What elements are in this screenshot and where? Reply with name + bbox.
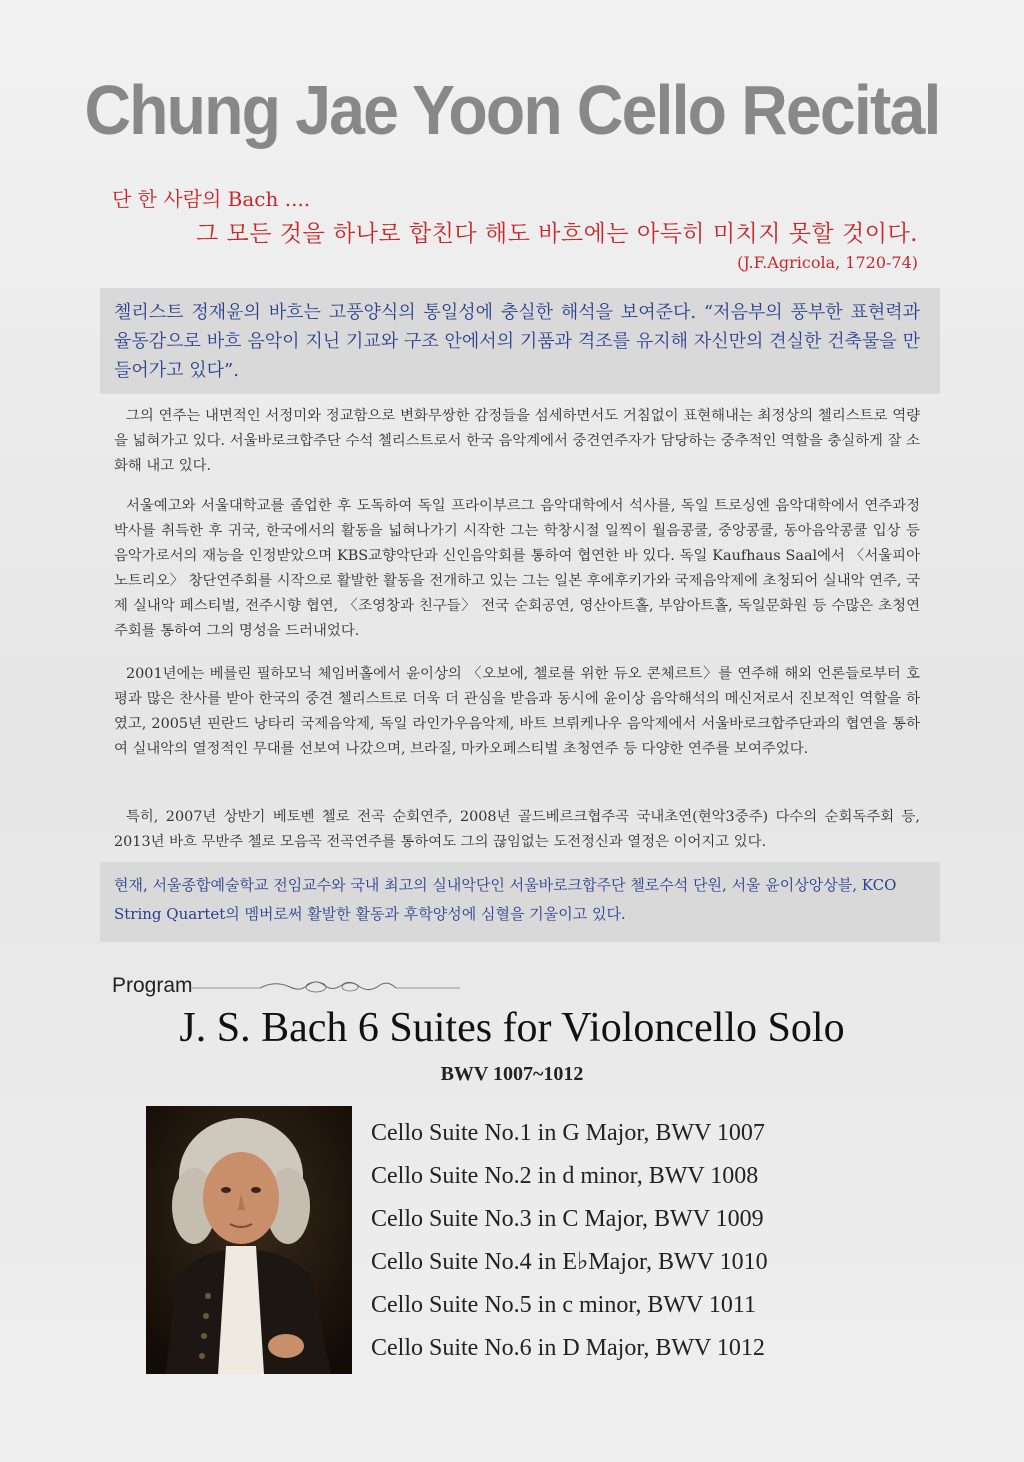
program-label: Program xyxy=(112,974,193,997)
program-bwv-range: BWV 1007~1012 xyxy=(440,1063,584,1085)
suite-item: Cello Suite No.1 in G Major, BWV 1007 xyxy=(371,1120,765,1146)
quote-source: (J.F.Agricola, 1720-74) xyxy=(737,253,918,272)
quote-line-1: 단 한 사람의 Bach .... xyxy=(112,187,311,211)
highlight-box-intro xyxy=(100,288,940,394)
suite-item: Cello Suite No.3 in C Major, BWV 1009 xyxy=(371,1206,764,1232)
bio-paragraph-4: 특히, 2007년 상반기 베토벤 첼로 전곡 순회연주, 2008년 골드베르크협주곡 국내초연(현악3중주) 다수의 순회독주회 등, 2013년 바흐 무반주 첼로 모음곡 전곡연주를 통하여도 그의 끊임없는 도전정신과 열정은 이어지고 있다. xyxy=(114,809,920,850)
suite-list xyxy=(371,1116,768,1374)
flourish-divider-icon xyxy=(190,975,460,999)
suite-item: Cello Suite No.4 in E♭Major, BWV 1010 xyxy=(371,1249,768,1275)
bach-portrait-image xyxy=(146,1106,352,1374)
suite-item: Cello Suite No.6 in D Major, BWV 1012 xyxy=(371,1335,765,1361)
suite-item: Cello Suite No.2 in d minor, BWV 1008 xyxy=(371,1163,759,1189)
bio-paragraph-1: 그의 연주는 내면적인 서정미와 정교함으로 변화무쌍한 감정들을 섬세하면서도 거침없이 표현해내는 최정상의 첼리스트로 역량을 넓혀가고 있다. 서울바로크합주단 수석 첼리스트로서 한국 음악계에서 중견연주자가 담당하는 중추적인 역할을 충실하게 잘 소화해 내고 있다. xyxy=(114,408,920,474)
page-title: Chung Jae Yoon Cello Recital xyxy=(84,71,940,149)
quote-line-2: 그 모든 것을 하나로 합친다 해도 바흐에는 아득히 미치지 못할 것이다. xyxy=(195,221,918,247)
highlight-text-current: 현재, 서울종합예술학교 전임교수와 국내 최고의 실내악단인 서울바로크합주단 첼로수석 단원, 서울 윤이상앙상블, KCO String Quartet의 멤버로써 활발한 활동과 후학양성에 심혈을 기울이고 있다. xyxy=(114,876,897,923)
highlight-text-intro: 첼리스트 정재윤의 바흐는 고풍양식의 통일성에 충실한 해석을 보여준다. “저음부의 풍부한 표현력과 율동감으로 바흐 음악이 지닌 기교와 구조 안에서의 기품과 격조를 유지해 자신만의 견실한 건축물을 만들어가고 있다”. xyxy=(114,302,920,381)
suite-item: Cello Suite No.5 in c minor, BWV 1011 xyxy=(371,1292,757,1318)
bio-paragraph-2: 서울예고와 서울대학교를 졸업한 후 도독하여 독일 프라이부르그 음악대학에서 석사를, 독일 트로싱엔 음악대학에서 연주과정 박사를 취득한 후 귀국, 한국에서의 활동을 넓혀나가기 시작한 그는 학창시절 일찍이 월음콩쿨, 중앙콩쿨, 동아음악콩쿨 입상 등 음악가로서의 재능을 인정받았으며 KBS교향악단과 신인음악회를 통하여 협연한 바 있다. 독일 Kaufhaus Saal에서 〈서울피아노트리오〉 창단연주회를 시작으로 활발한 활동을 전개하고 있는 그는 일본 후에후키가와 국제음악제에 초청되어 실내악 연주, 국제 실내악 페스티벌, 전주시향 협연, 〈조영창과 친구들〉 전국 순회공연, 영산아트홀, 부암아트홀, 독일문화원 등 수많은 초청연주회를 통하여 그의 명성을 드러내었다. xyxy=(114,498,920,639)
bio-paragraph-3: 2001년에는 베를린 필하모닉 체임버홀에서 윤이상의 〈오보에, 첼로를 위한 듀오 콘체르트〉를 연주해 해외 언론들로부터 호평과 많은 찬사를 받아 한국의 중견 첼리스트로 더욱 더 관심을 받음과 동시에 윤이상 음악해석의 메신저로서 진보적인 역할을 하였고, 2005년 핀란드 낭타리 국제음악제, 독일 라인가우음악제, 바트 브뤼케나우 음악제에서 서울바로크합주단과의 협연을 통하여 실내악의 열정적인 무대를 선보여 나갔으며, 브라질, 마카오페스티벌 초청연주 등 다양한 연주를 보여주었다. xyxy=(114,666,920,757)
highlight-box-current xyxy=(100,862,940,942)
program-title: J. S. Bach 6 Suites for Violoncello Solo xyxy=(179,1005,845,1051)
